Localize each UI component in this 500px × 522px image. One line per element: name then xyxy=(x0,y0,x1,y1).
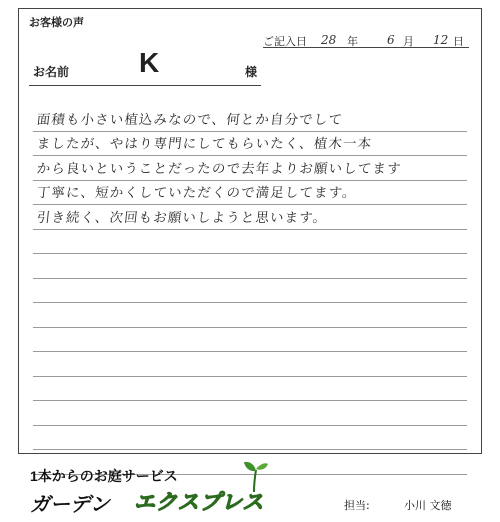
comment-line xyxy=(33,156,467,181)
day-unit: 日 xyxy=(453,35,464,48)
name-underline xyxy=(29,85,261,86)
year-unit: 年 xyxy=(347,35,358,48)
honorific: 様 xyxy=(245,65,258,79)
tagline: 1本からのお庭サービス xyxy=(30,468,178,484)
comment-text: 丁寧に、短かくしていただくので満足してます。 xyxy=(36,186,358,201)
sprout-logo-icon xyxy=(240,458,270,494)
comment-line xyxy=(33,107,467,132)
comment-text: 面積も小さい植込みなので、何とか自分でして xyxy=(36,112,344,128)
day-value: 12 xyxy=(433,33,449,47)
comment-lines xyxy=(33,107,467,475)
customer-name: K xyxy=(139,47,160,78)
name-label: お名前 xyxy=(33,65,70,79)
comment-line xyxy=(33,377,467,402)
brand-name-black: ガーデン xyxy=(30,494,110,516)
comment-line xyxy=(33,181,467,206)
footer xyxy=(0,454,500,522)
date-field xyxy=(263,29,469,49)
date-label: ご記入日 xyxy=(263,35,307,48)
comment-text: から良いということだったので去年よりお願いしてます xyxy=(36,161,403,177)
year-value: 28 xyxy=(321,33,337,47)
comment-line xyxy=(33,132,467,157)
month-unit: 月 xyxy=(403,35,414,48)
month-value: 6 xyxy=(387,33,395,47)
brand-name-yellow: エクスプレス xyxy=(134,491,265,514)
section-label: お客様の声 xyxy=(29,16,84,29)
date-underline xyxy=(263,47,469,48)
comment-line xyxy=(33,352,467,377)
comment-line xyxy=(33,303,467,328)
comment-line xyxy=(33,205,467,230)
comment-line xyxy=(33,254,467,279)
comment-text: ましたが、やはり専門にしてもらいたく、植木一本 xyxy=(36,137,373,152)
comment-line xyxy=(33,401,467,426)
comment-line xyxy=(33,279,467,304)
staff-name: 小川 文徳 xyxy=(404,499,452,512)
comment-line xyxy=(33,426,467,451)
comment-text: 引き続く、次回もお願いしようと思います。 xyxy=(36,210,329,226)
staff-label: 担当: xyxy=(344,499,370,512)
comment-line xyxy=(33,230,467,255)
feedback-card xyxy=(18,8,482,454)
comment-line xyxy=(33,328,467,353)
